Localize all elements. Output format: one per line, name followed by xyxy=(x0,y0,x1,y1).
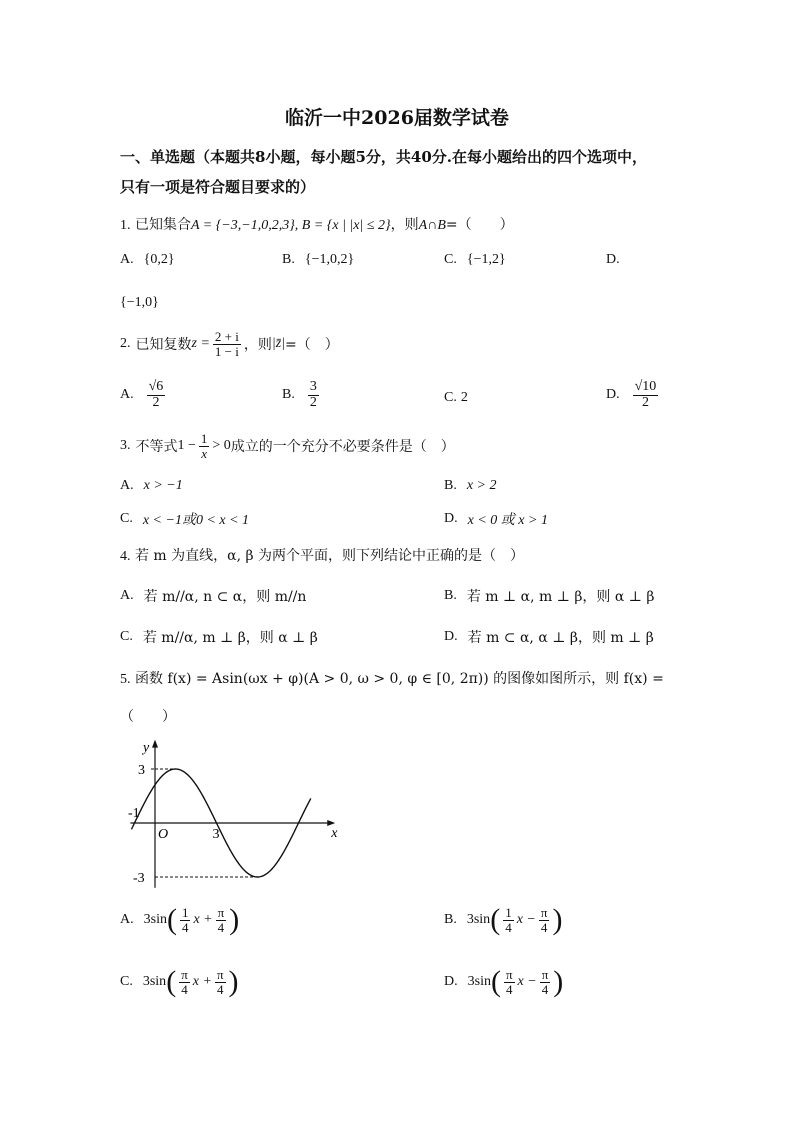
option-label: B. xyxy=(444,478,457,493)
option-fraction xyxy=(308,380,319,410)
frac-1 xyxy=(180,906,191,934)
frac-den: 4 xyxy=(216,981,224,997)
option-label: B. xyxy=(282,387,295,403)
option-label: B. xyxy=(444,588,457,603)
frac-2 xyxy=(215,968,226,996)
q4-text: 若 m 为直线，α, β 为两个平面，则下列结论中正确的是（ ） xyxy=(134,548,525,564)
q1-option-a[interactable] xyxy=(120,252,175,268)
q3-rhs: > 0 xyxy=(212,438,231,454)
option-coef: 3sin xyxy=(466,912,491,927)
q1-option-b[interactable] xyxy=(282,252,354,268)
q5-graph xyxy=(115,728,338,888)
option-label: A. xyxy=(120,387,134,403)
q1-sets: A = {−3,−1,0,2,3}, B = {x | |x| ≤ 2} xyxy=(190,218,391,233)
option-text: x < −1或0 < x < 1 xyxy=(142,513,250,528)
frac-1 xyxy=(503,906,514,934)
frac-1 xyxy=(504,968,515,996)
option-label: D. xyxy=(606,252,620,267)
question-2 xyxy=(120,330,339,358)
q2-fraction xyxy=(213,330,241,358)
q3-prefix: 不等式 xyxy=(135,439,178,456)
q2-option-a[interactable] xyxy=(120,380,168,410)
q5-number: 5. xyxy=(120,672,131,687)
frac-den: 4 xyxy=(181,919,189,935)
left-paren: ( xyxy=(490,965,501,998)
page-title: 临沂一中2026届数学试卷 xyxy=(285,107,509,129)
option-label: B. xyxy=(444,912,457,927)
frac-num: π xyxy=(541,966,549,982)
frac-den: 2 xyxy=(641,394,649,410)
option-label: A. xyxy=(120,912,134,927)
frac-2 xyxy=(539,906,550,934)
q1-option-c[interactable] xyxy=(444,252,506,268)
q1-number: 1. xyxy=(120,218,131,233)
q2-number: 2. xyxy=(120,336,131,352)
q5-option-c[interactable] xyxy=(120,967,239,997)
q1-option-d-text xyxy=(120,295,159,311)
option-coef: 3sin xyxy=(142,974,167,989)
q3-lhs: 1 − xyxy=(177,438,196,454)
q5-option-d[interactable] xyxy=(444,967,563,997)
frac-den: 2 xyxy=(152,394,160,410)
right-paren: ) xyxy=(228,965,239,998)
option-label: C. xyxy=(120,511,133,526)
option-text: {−1,0,2} xyxy=(304,252,355,267)
q1-prefix: 已知集合 xyxy=(134,217,191,233)
option-text: 若 m//α, m ⊥ β，则 α ⊥ β xyxy=(142,630,318,646)
left-paren: ( xyxy=(166,965,177,998)
left-paren: ( xyxy=(490,903,501,936)
origin-label: O xyxy=(158,827,169,842)
frac-num: π xyxy=(217,904,225,920)
frac-num: 1 xyxy=(505,904,512,920)
frac-den: 4 xyxy=(505,919,512,935)
option-label: B. xyxy=(282,252,295,267)
x-tick-minus-1: -1 xyxy=(128,806,140,822)
option-mid: x − xyxy=(516,912,536,927)
q2-den: 1 − i xyxy=(214,343,239,359)
option-coef: 3sin xyxy=(143,912,167,927)
frac-num: π xyxy=(540,904,548,920)
q3-option-d[interactable] xyxy=(444,509,548,529)
option-label: D. xyxy=(444,974,458,989)
option-label: A. xyxy=(120,478,134,493)
q2-abs: |z̄| xyxy=(271,336,286,352)
q3-num: 1 xyxy=(200,431,208,446)
q3-option-c[interactable] xyxy=(120,509,249,529)
question-4 xyxy=(120,545,524,565)
q1-tail: =（ ） xyxy=(445,217,514,233)
q3-suffix: 成立的一个充分不必要条件是（ ） xyxy=(230,439,455,456)
frac-2 xyxy=(540,968,551,996)
option-text: x > −1 xyxy=(143,478,183,493)
frac-den: 4 xyxy=(181,981,188,997)
section-header-line1: 一、单选题（本题共8小题，每小题5分，共40分.在每小题给出的四个选项中， xyxy=(120,148,647,166)
frac-den: 4 xyxy=(540,919,548,935)
q2-prefix: 已知复数 xyxy=(135,337,192,354)
y-axis-label: y xyxy=(143,740,150,756)
q1-expr: A∩B xyxy=(418,218,446,233)
q2-option-d[interactable] xyxy=(606,380,661,410)
left-paren: ( xyxy=(166,903,177,936)
frac-num: π xyxy=(505,966,513,982)
option-label: D. xyxy=(444,629,458,644)
q4-option-d[interactable] xyxy=(444,627,654,647)
y-axis-arrow xyxy=(152,740,158,748)
q2-option-b[interactable] xyxy=(282,380,322,410)
option-mid: x − xyxy=(517,974,537,989)
option-text: {−1,0} xyxy=(120,295,159,310)
frac-den: 4 xyxy=(217,919,225,935)
option-label: C. xyxy=(444,390,457,405)
frac-den: 4 xyxy=(541,981,549,997)
option-label: D. xyxy=(606,387,620,403)
q1-suffix: ，则 xyxy=(390,217,419,233)
frac-num: 3 xyxy=(309,379,317,394)
q3-option-b[interactable] xyxy=(444,478,497,494)
q4-number: 4. xyxy=(120,549,131,564)
option-text: 2 xyxy=(460,390,468,405)
option-label: A. xyxy=(120,252,134,267)
q3-number: 3. xyxy=(120,438,131,454)
option-text: x < 0 或 x > 1 xyxy=(467,513,548,528)
option-text: x > 2 xyxy=(466,478,497,493)
question-1 xyxy=(120,214,514,234)
option-label: C. xyxy=(120,974,133,989)
option-text: {0,2} xyxy=(143,252,175,267)
q3-fraction xyxy=(199,432,210,460)
option-text: 若 m ⊂ α, α ⊥ β，则 m ⊥ β xyxy=(467,630,654,646)
section-header-line2: 只有一项是符合题目要求的） xyxy=(120,178,316,196)
y-tick-3: 3 xyxy=(138,763,145,778)
y-tick-minus-3: -3 xyxy=(133,871,145,886)
option-label: A. xyxy=(120,588,134,603)
q5-option-a[interactable] xyxy=(120,905,239,935)
q1-option-d[interactable] xyxy=(606,252,630,268)
q4-option-c[interactable] xyxy=(120,627,318,647)
frac-den: 2 xyxy=(309,394,317,410)
frac-2 xyxy=(216,906,227,934)
q4-option-a[interactable] xyxy=(120,586,306,606)
frac-num: 1 xyxy=(181,904,189,920)
q2-tail: =（ ） xyxy=(285,337,339,354)
question-5 xyxy=(120,668,664,688)
q5-option-b[interactable] xyxy=(444,905,562,935)
q3-option-a[interactable] xyxy=(120,478,183,494)
option-label: C. xyxy=(120,629,133,644)
frac-num: √10 xyxy=(634,379,657,394)
option-fraction xyxy=(633,380,659,410)
q2-num: 2 + i xyxy=(214,329,239,344)
frac-num: π xyxy=(216,966,224,982)
q5-blank: （ ） xyxy=(120,709,176,725)
option-text: {−1,2} xyxy=(466,252,506,267)
q4-option-b[interactable] xyxy=(444,586,655,606)
option-label: D. xyxy=(444,511,458,526)
option-mid: x + xyxy=(193,912,213,927)
q2-suffix: ，则 xyxy=(243,337,272,354)
frac-num: √6 xyxy=(148,379,164,394)
q3-den: x xyxy=(201,445,208,461)
option-mid: x + xyxy=(192,974,212,989)
q5-text: 函数 f(x) = Asin(ωx + φ)(A > 0, ω > 0, φ ∈ [0, 2π)) 的图像如图所示，则 f(x) = xyxy=(134,671,664,687)
option-fraction xyxy=(147,380,166,410)
option-coef: 3sin xyxy=(467,974,491,989)
right-paren: ) xyxy=(552,903,563,936)
question-3 xyxy=(120,432,455,460)
frac-1 xyxy=(179,968,190,996)
right-paren: ) xyxy=(553,965,564,998)
option-text: 若 m//α, n ⊂ α，则 m//n xyxy=(143,589,307,605)
x-tick-3: 3 xyxy=(212,827,220,842)
right-paren: ) xyxy=(229,903,240,936)
option-text: 若 m ⊥ α, m ⊥ β，则 α ⊥ β xyxy=(466,589,655,605)
q2-option-c[interactable] xyxy=(444,390,468,406)
q2-z: z = xyxy=(191,336,210,352)
frac-den: 4 xyxy=(506,981,513,997)
x-axis-label: x xyxy=(331,826,338,841)
frac-num: π xyxy=(181,966,188,982)
option-label: C. xyxy=(444,252,457,267)
